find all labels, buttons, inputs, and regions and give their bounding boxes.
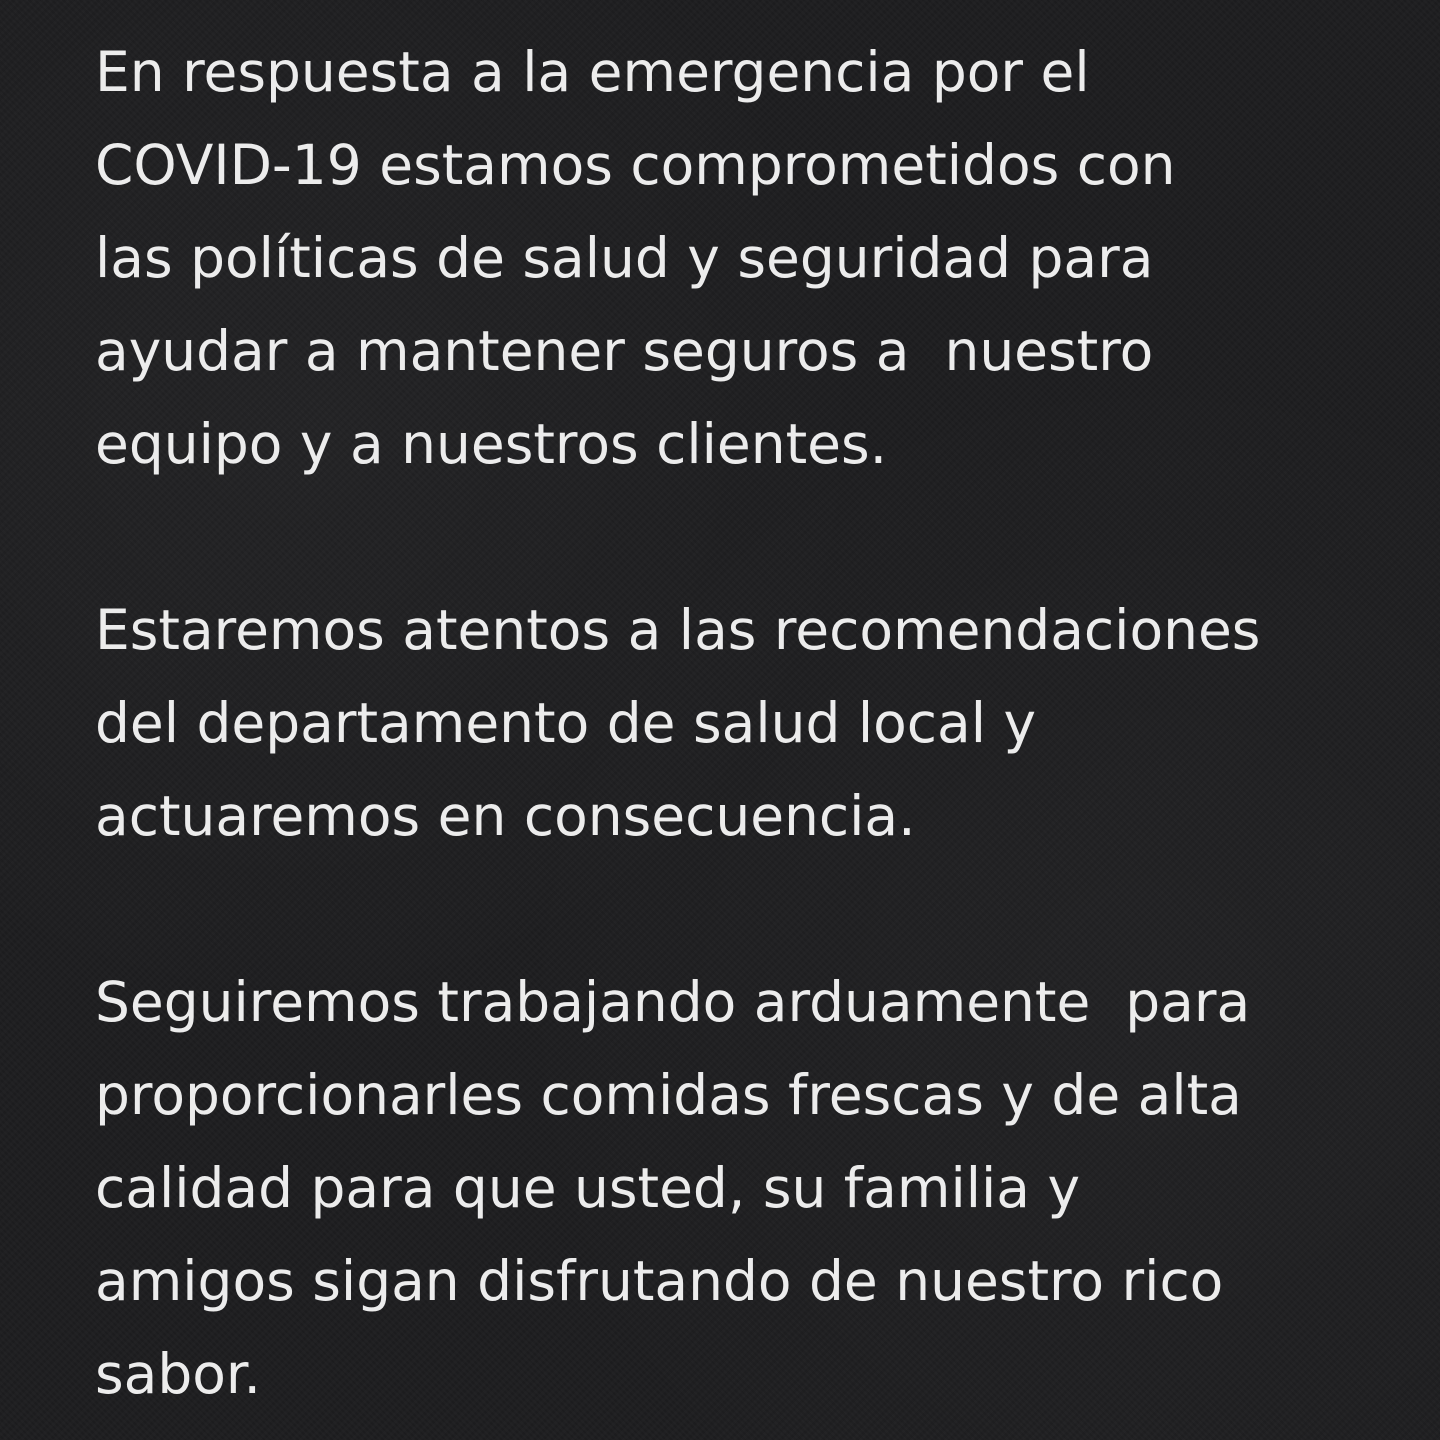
text-line: equipo y a nuestros clientes. [95,412,888,476]
text-line: Estaremos atentos a las recomendaciones [95,598,1261,662]
text-line: las políticas de salud y seguridad para [95,226,1154,290]
paragraph-gap [95,491,1380,584]
text-line: proporcionarles comidas frescas y de alta [95,1063,1242,1127]
paragraph-covid-response [95,26,1380,491]
text-line: actuaremos en consecuencia. [95,784,916,848]
text-line: del departamento de salud local y [95,691,1037,755]
text-line: calidad para que usted, su familia y [95,1156,1081,1220]
text-line: sabor. [95,1342,261,1406]
paragraph-fresh-meals [95,956,1380,1421]
text-line: Seguiremos trabajando arduamente para [95,970,1251,1034]
paragraph-health-recommendations [95,584,1380,863]
text-line: ayudar a mantener seguros a nuestro [95,319,1154,383]
note-body[interactable] [95,26,1380,1421]
text-line: COVID-19 estamos comprometidos con [95,133,1176,197]
text-line: amigos sigan disfrutando de nuestro rico [95,1249,1224,1313]
text-line: En respuesta a la emergencia por el [95,40,1090,104]
paragraph-gap [95,863,1380,956]
